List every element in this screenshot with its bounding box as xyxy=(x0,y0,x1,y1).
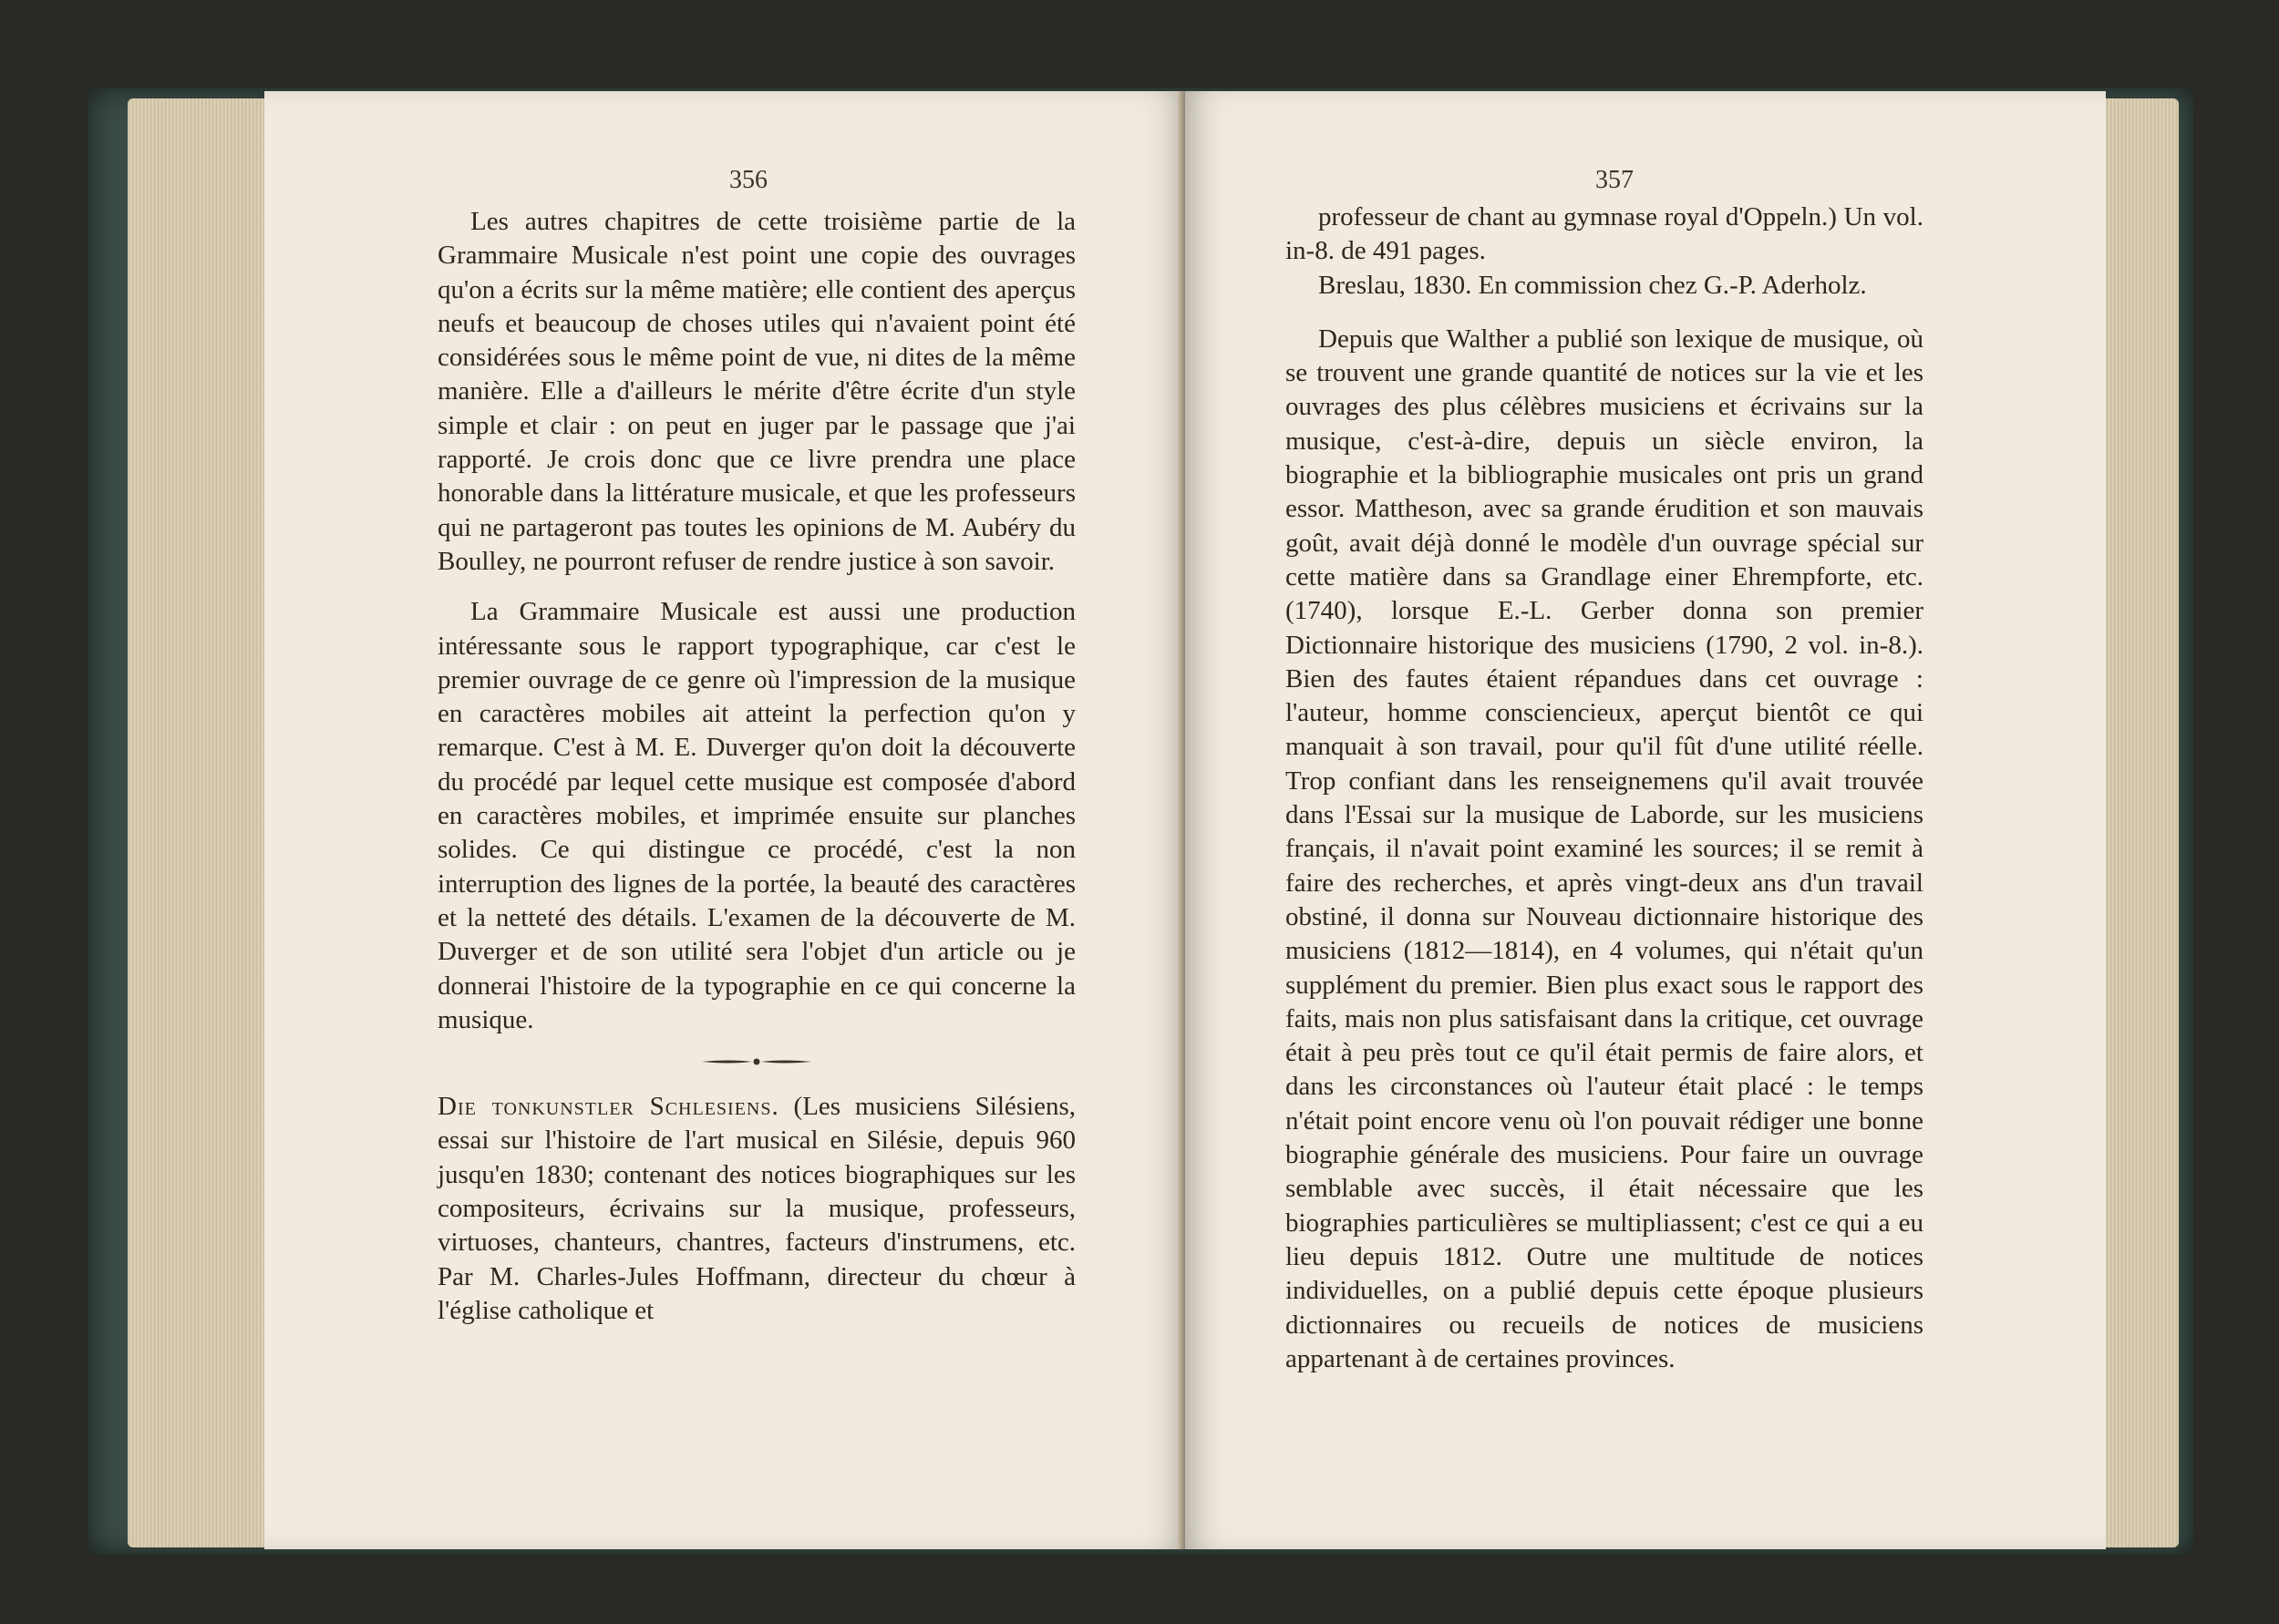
page-number: 356 xyxy=(729,166,768,194)
page-number: 357 xyxy=(1595,166,1634,194)
entry-continuation: professeur de chant au gymnase royal d'Oppeln.) Un vol. in-8. de 491 pages. xyxy=(1285,202,1923,266)
left-page-text xyxy=(438,205,1076,1328)
paragraph: Les autres chapitres de cette troisième partie de la Grammaire Musicale n'est point une copie des ouvrages qu'on a écrits sur la même matière; elle contient des aperçus neufs et beaucoup de choses utiles qui n'avaient point été considérées sous le même point de vue, ni dites de la même manière. Elle a d'ailleurs le mérite d'être écrite d'un style simple et clair : on peut en juger par le passage que j'ai rapporté. Je crois donc que ce livre prendra une place honorable dans la littérature musicale, et que les professeurs qui ne partageront pas toutes les opinions de M. Aubéry du Boulley, ne pourront refuser de rendre justice à son savoir. xyxy=(438,207,1076,576)
imprint-line: Breslau, 1830. En commission chez G.-P. Aderholz. xyxy=(1318,270,1867,300)
right-page xyxy=(1185,91,2106,1549)
page-edges-right xyxy=(2106,98,2179,1547)
page-edges-left xyxy=(128,98,264,1547)
entry-heading: Die tonkunstler Schlesiens. xyxy=(438,1092,779,1122)
bibliographic-entry xyxy=(438,1090,1076,1328)
ornament-divider xyxy=(702,1057,811,1066)
paragraph: Depuis que Walther a publié son lexique de musique, où se trouvent une grande quantité de notices sur la vie et les ouvrages des plus célèbres musiciens et écrivains sur la musique, c'est-à-dire, depuis un siècle environ, la biographie et la bibliographie musicales ont pris un grand essor. Mattheson, avec sa grande érudition et son mauvais goût, avait déjà donné le modèle d'un ouvrage spécial sur cette matière dans sa Grandlage einer Ehrempforte, etc. (1740), lorsque E.-L. Gerber donna son premier Dictionnaire historique des musiciens (1790, 2 vol. in-8.). Bien des fautes étaient répandues dans cet ouvrage : l'auteur, homme consciencieux, aperçut bientôt ce qui manquait à son travail, pour qu'il fût d'une utilité réelle. Trop confiant dans les renseignemens qu'il avait trouvée dans l'Essai sur la musique de Laborde, sur les musiciens français, il n'avait point examiné les sources; il se remit à faire des recherches, et après vingt-deux ans d'un travail obstiné, il donna sur Nouveau dictionnaire historique des musiciens (1812—1814), en 4 volumes, qui n'était qu'un supplément du premier. Bien plus exact sous le rapport des faits, mais non plus satisfaisant dans la critique, cet ouvrage était à peu près tout ce qu'il était permis de faire alors, et dans les circonstances où l'auteur était placé : le temps n'était point encore venu où l'on pouvait rédiger une bonne biographie générale des musiciens. Pour faire un ouvrage semblable avec succès, il était nécessaire que les biographies particulières se multipliassent; c'est ce qui a eu lieu depuis 1812. Outre une multitude de notices individuelles, on a publié depuis cette époque plusieurs dictionnaires ou recueils de notices de musiciens appartenant à de certaines provinces. xyxy=(1285,324,1923,1373)
paragraph: La Grammaire Musicale est aussi une production intéressante sous le rapport typographique, car c'est le premier ouvrage de ce genre où l'impression de la musique en caractères mobiles ait atteint la perfection qu'on y remarque. C'est à M. E. Duverger qu'on doit la découverte du procédé par lequel cette musique est composée d'abord en caractères mobiles, et imprimée ensuite sur planches solides. Ce qui distingue ce procédé, c'est la non interruption des lignes de la portée, la beauté des caractères et la netteté des détails. L'examen de la découverte de M. Duverger et de son utilité sera l'objet d'un article ou je donnerai l'histoire de la typographie en ce qui concerne la musique. xyxy=(438,597,1076,1034)
entry-text: (Les musiciens Silésiens, essai sur l'histoire de l'art musical en Silésie, depuis 960 jusqu'en 1830; contenant des notices biographiques sur les compositeurs, écrivains sur la musique, professeurs, virtuoses, chanteurs, chantres, facteurs d'instrumens, etc. Par M. Charles-Jules Hoffmann, directeur du chœur à l'église catholique et xyxy=(438,1092,1077,1325)
right-page-text xyxy=(1285,200,1923,1376)
left-page xyxy=(264,91,1185,1549)
